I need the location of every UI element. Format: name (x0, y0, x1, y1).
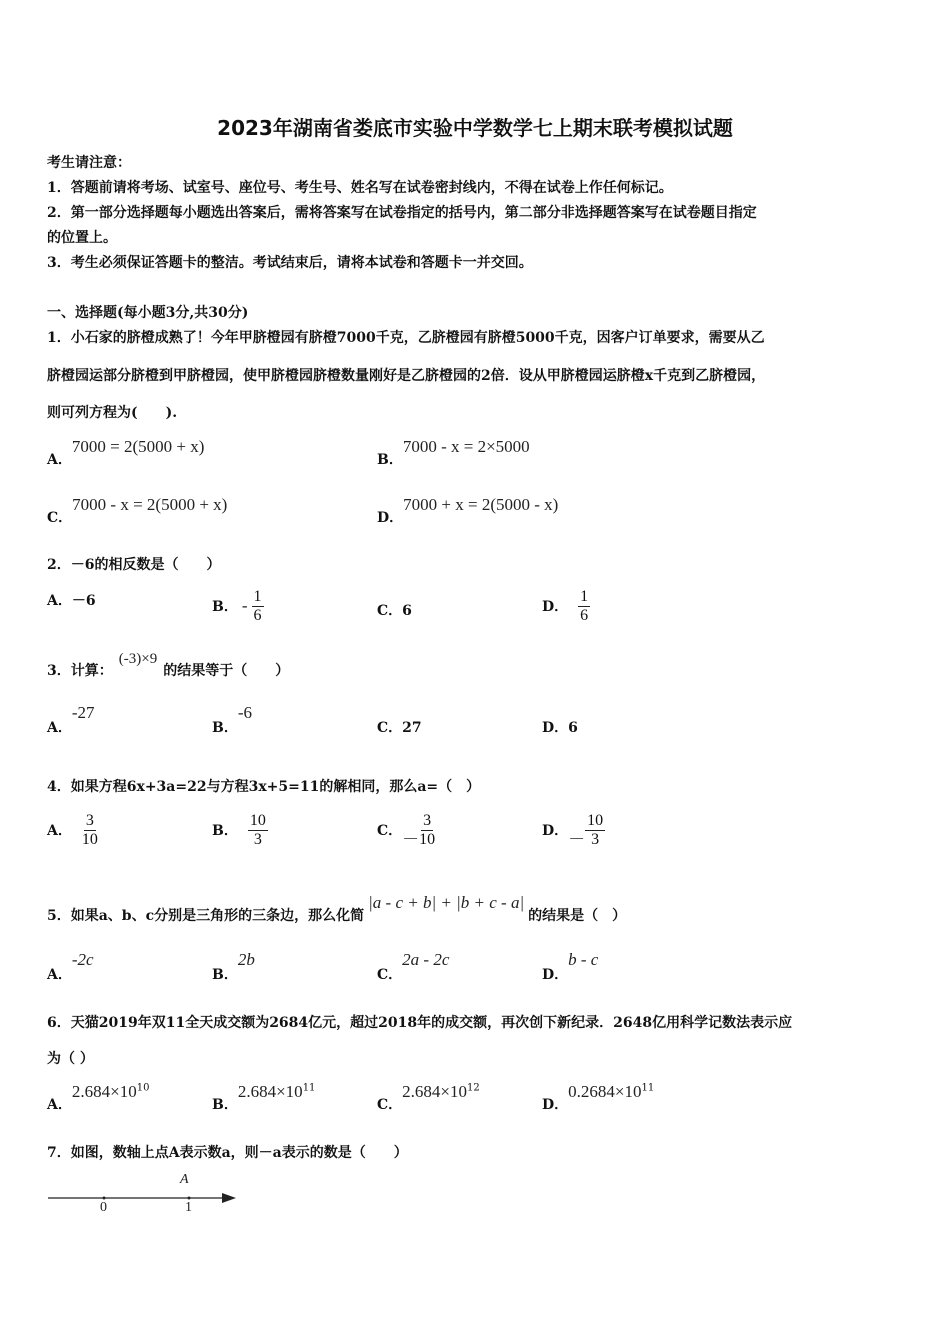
tick-label: 1 (185, 1200, 192, 1215)
option-expr: 7000 - x = 2(5000 + x) (72, 495, 228, 514)
option-expr: 7000 - x = 2×5000 (402, 437, 530, 456)
point-label: A (180, 1172, 189, 1187)
numerator: 10 (587, 812, 604, 829)
note-line: 3．考生必须保证答题卡的整洁。考试结束后，请将本试卷和答题卡一并交回。 (47, 255, 533, 271)
denominator: 3 (591, 831, 600, 848)
option-d[interactable] (377, 495, 559, 526)
denominator: 6 (580, 607, 589, 624)
fraction (252, 588, 264, 625)
option-label: D． (542, 599, 569, 615)
section-heading: 一、选择题(每小题3分,共30分) (47, 305, 249, 321)
numerator: 1 (253, 588, 262, 605)
exponent: 12 (467, 1082, 480, 1094)
question-prefix: 5．如果a、b、c分别是三角形的三条边，那么化简 (47, 908, 365, 924)
denominator: 6 (253, 607, 262, 624)
option-label: A． (47, 967, 72, 983)
tick-label: 0 (100, 1200, 107, 1215)
fraction (82, 812, 98, 849)
question-1-text: 1．小石家的脐橙成熟了！今年甲脐橙园有脐橙7000千克，乙脐橙园有脐橙5000千克，因客户订单要求，需要从乙 (47, 330, 765, 346)
option-label: C． (47, 510, 73, 526)
note-line: 的位置上。 (47, 230, 117, 246)
numerator: 3 (85, 812, 94, 829)
question-2-text: 2．－6的相反数是（ ） (47, 557, 221, 573)
option-b[interactable] (212, 703, 253, 736)
option-b[interactable] (212, 588, 264, 625)
question-4-text: 4．如果方程6x+3a=22与方程3x+5=11的解相同，那么a=（ ） (47, 779, 481, 795)
math-expr: |a - c + b| + |b + c - a| (368, 893, 525, 912)
option-label: A． (47, 452, 72, 468)
option-label: B． (212, 1097, 238, 1113)
option-expr: 2.684×10 (71, 1082, 137, 1101)
number-line-figure (40, 1172, 250, 1222)
fraction (585, 812, 605, 849)
option-expr: 7000 = 2(5000 + x) (71, 437, 205, 456)
fraction (419, 812, 435, 849)
option-c[interactable] (47, 495, 228, 526)
number-line (40, 1172, 250, 1222)
question-prefix: 3．计算： (47, 663, 113, 679)
option-label: C． (377, 823, 403, 839)
fraction (578, 588, 590, 625)
option-a[interactable] (47, 437, 205, 468)
numerator: 10 (249, 812, 266, 829)
option-a[interactable] (47, 812, 98, 849)
option-label: D． (377, 510, 404, 526)
option-b[interactable] (377, 437, 530, 468)
question-1-text: 则可列方程为( ). (47, 405, 178, 421)
question-suffix: 的结果是（ ） (528, 908, 627, 924)
option-label: B． (212, 967, 238, 983)
arrow-head-icon (222, 1193, 236, 1203)
option-expr: 2.684×10 (237, 1082, 303, 1101)
option-expr: -2c (71, 950, 94, 969)
option-d[interactable] (542, 588, 590, 625)
option-expr: -27 (71, 703, 95, 722)
option-label: B． (212, 599, 238, 615)
option-b[interactable] (212, 812, 268, 849)
numerator: 1 (580, 588, 589, 605)
option-label: A． (47, 1097, 72, 1113)
option-c[interactable] (377, 717, 422, 737)
option-c[interactable] (377, 600, 412, 620)
exponent: 11 (302, 1082, 316, 1094)
option-d[interactable] (542, 950, 599, 983)
denominator: 10 (81, 831, 98, 848)
option-c[interactable] (377, 950, 450, 983)
option-d[interactable] (542, 1082, 655, 1113)
option-label: D． (542, 720, 569, 736)
option-a[interactable] (47, 950, 94, 983)
option-label: D． (542, 1097, 569, 1113)
question-1-text: 脐橙园运部分脐橙到甲脐橙园，使甲脐橙园脐橙数量刚好是乙脐橙园的2倍．设从甲脐橙园运脐橙x千克到乙脐橙园， (47, 368, 766, 384)
minus-sign: - (241, 596, 248, 615)
option-d[interactable] (542, 717, 578, 737)
option-label: C． (377, 720, 403, 736)
math-expr: (-3)×9 (118, 651, 158, 667)
option-label: A． (47, 720, 72, 736)
question-suffix: 的结果等于（ ） (163, 663, 290, 679)
option-label: B． (212, 720, 238, 736)
minus-sign: － (402, 830, 420, 849)
note-line: 1．答题前请将考场、试室号、座位号、考生号、姓名写在试卷密封线内，不得在试卷上作任何标记。 (47, 180, 673, 196)
option-a[interactable] (47, 703, 95, 736)
option-expr: 2a - 2c (402, 950, 450, 969)
question-6-text: 为（ ） (47, 1051, 94, 1067)
minus-sign: － (568, 830, 586, 849)
option-expr: 6 (402, 603, 412, 619)
option-label: C． (377, 1097, 403, 1113)
denominator: 10 (419, 831, 436, 848)
option-d[interactable] (542, 812, 605, 849)
option-b[interactable] (212, 950, 255, 983)
option-label: A． (47, 593, 72, 609)
option-label: D． (542, 823, 569, 839)
option-expr: 2.684×10 (402, 1082, 467, 1101)
option-expr: －6 (71, 593, 96, 609)
question-5-text (47, 893, 627, 924)
option-label: C． (377, 603, 403, 619)
option-a[interactable] (47, 590, 96, 610)
option-label: A． (47, 823, 72, 839)
fraction (248, 812, 268, 849)
question-6-text: 6．天猫2019年双11全天成交额为2684亿元，超过2018年的成交额，再次创下新纪录．2648亿用科学记数法表示应 (47, 1015, 793, 1031)
note-line: 2．第一部分选择题每小题选出答案后，需将答案写在试卷指定的括号内，第二部分非选择题答案写在试卷题目指定 (47, 205, 757, 221)
notes-heading: 考生请注意： (47, 155, 131, 171)
option-expr: 6 (568, 720, 578, 736)
option-c[interactable] (377, 1082, 480, 1113)
question-3-text (47, 648, 290, 679)
option-expr: 0.2684×10 (568, 1082, 642, 1101)
option-a[interactable] (47, 1082, 150, 1113)
page-title: 2023年湖南省娄底市实验中学数学七上期末联考模拟试题 (217, 116, 733, 140)
option-label: D． (542, 967, 569, 983)
question-7-text: 7．如图，数轴上点A表示数a，则－a表示的数是（ ） (47, 1145, 408, 1161)
option-label: B． (212, 823, 238, 839)
denominator: 3 (253, 831, 262, 848)
option-label: B． (377, 452, 403, 468)
option-expr: 7000 + x = 2(5000 - x) (403, 495, 559, 514)
option-c[interactable] (377, 812, 435, 849)
option-expr: b - c (568, 950, 599, 969)
exponent: 10 (136, 1082, 150, 1094)
option-label: C． (377, 967, 403, 983)
option-expr: 27 (402, 720, 422, 736)
option-expr: 2b (237, 950, 255, 969)
option-expr: -6 (237, 703, 253, 722)
option-b[interactable] (212, 1082, 316, 1113)
exponent: 11 (641, 1082, 655, 1094)
numerator: 3 (423, 812, 432, 829)
